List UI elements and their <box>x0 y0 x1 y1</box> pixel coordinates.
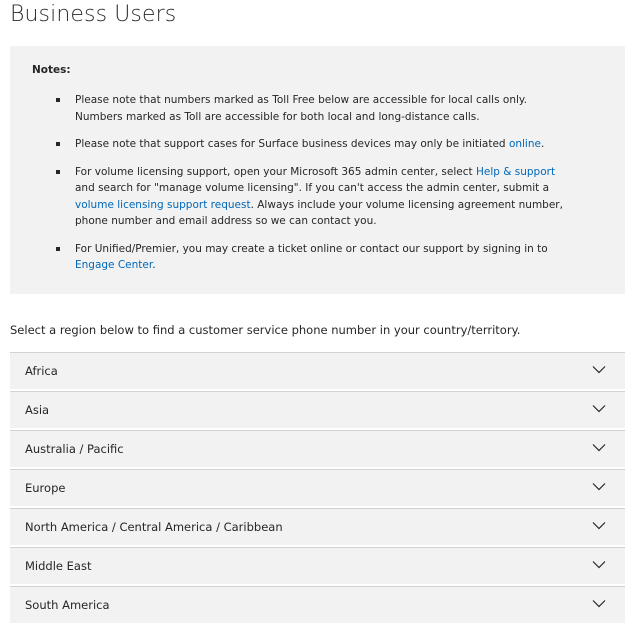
chevron-down-icon[interactable] <box>592 599 606 608</box>
region-label: Australia / Pacific <box>25 442 124 456</box>
region-item-australia-pacific[interactable] <box>10 430 625 467</box>
note-text: Please note that support cases for Surface business devices may only be initiated <box>75 138 509 150</box>
chevron-down-icon[interactable] <box>592 482 606 491</box>
region-item-south-america[interactable] <box>10 586 625 623</box>
page-title: Business Users <box>10 2 177 27</box>
region-accordion <box>10 352 625 625</box>
chevron-down-icon[interactable] <box>592 365 606 374</box>
square-bullet-icon <box>56 170 60 174</box>
region-item-middle-east[interactable] <box>10 547 625 584</box>
region-label: Middle East <box>25 559 92 573</box>
region-label: North America / Central America / Caribbean <box>25 520 283 534</box>
region-item-africa[interactable] <box>10 352 625 389</box>
notes-heading: Notes: <box>32 64 71 76</box>
chevron-down-icon[interactable] <box>592 443 606 452</box>
note-item <box>10 241 625 274</box>
note-text: and search for "manage volume licensing". If you can't access the admin center, submit a <box>75 182 550 194</box>
region-label: Asia <box>25 403 50 417</box>
note-text: . <box>152 259 156 271</box>
chevron-down-icon[interactable] <box>592 404 606 413</box>
region-label: Africa <box>25 364 58 378</box>
note-text: For volume licensing support, open your Microsoft 365 admin center, select <box>75 165 476 178</box>
note-link-volume-licensing-support-request[interactable]: volume licensing support request <box>75 198 251 211</box>
note-link-help-support[interactable]: Help & support <box>475 165 556 178</box>
note-link-engage-center[interactable]: Engage Center <box>75 259 153 271</box>
region-item-asia[interactable] <box>10 391 625 428</box>
chevron-down-icon[interactable] <box>592 560 606 569</box>
notes-panel <box>10 46 625 294</box>
region-label: South America <box>25 598 110 612</box>
note-item <box>10 136 625 153</box>
note-text: For Unified/Premier, you may create a ticket online or contact our support by signing in to <box>75 242 548 255</box>
region-item-north-central-america-caribbean[interactable] <box>10 508 625 545</box>
square-bullet-icon <box>56 142 60 146</box>
note-link-online[interactable]: online <box>508 138 541 150</box>
square-bullet-icon <box>56 247 60 251</box>
square-bullet-icon <box>56 98 60 102</box>
region-label: Europe <box>25 481 66 495</box>
note-item <box>10 92 625 125</box>
note-text: . Always include your volume licensing agreement number, phone number and email address so we can contact you. <box>75 198 563 227</box>
notes-list <box>10 92 625 285</box>
note-item <box>10 164 625 230</box>
note-text: . <box>540 138 545 150</box>
region-intro-text: Select a region below to find a customer service phone number in your country/territory. <box>10 323 521 337</box>
region-item-europe[interactable] <box>10 469 625 506</box>
chevron-down-icon[interactable] <box>592 521 606 530</box>
note-text: Please note that numbers marked as Toll Free below are accessible for local calls only. Numbers marked as Toll are accessible for both local and long-distance calls. <box>75 94 527 123</box>
